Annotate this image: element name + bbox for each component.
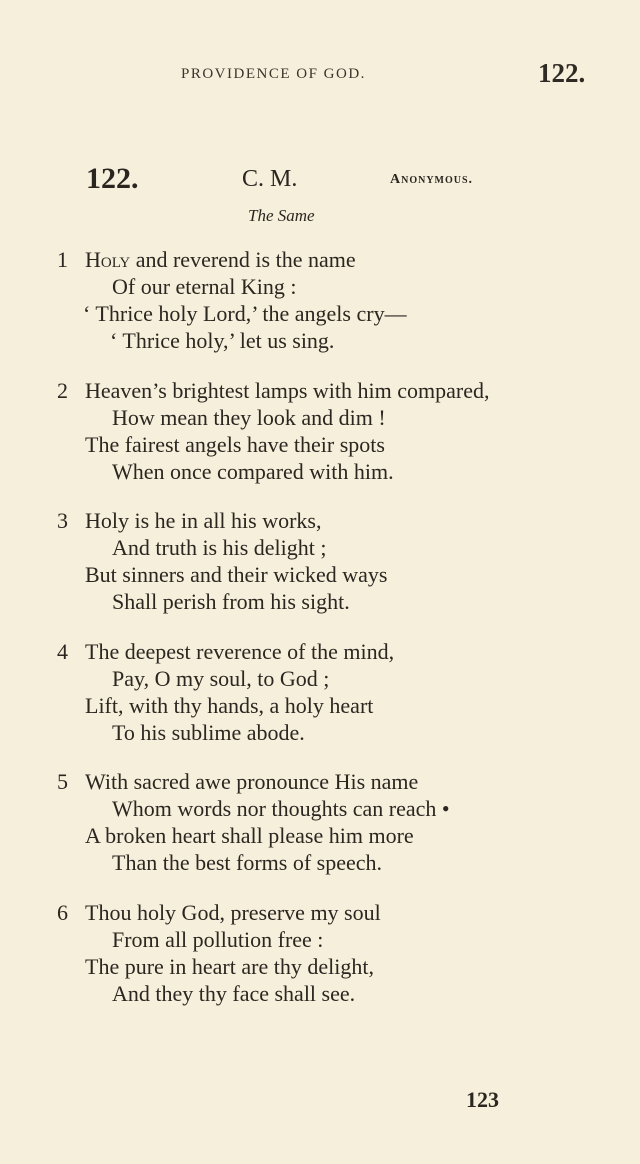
hymn-meter: C. M. (242, 166, 298, 192)
verse-line: Whom words nor thoughts can reach • (112, 796, 450, 821)
verse-line: With sacred awe pronounce His name (85, 769, 419, 794)
verse-line: Of our eternal King : (112, 274, 297, 299)
stanza-number: 4 (57, 638, 68, 664)
stanza-number: 6 (57, 899, 68, 925)
hymn-number: 122. (86, 162, 139, 195)
hymn-subtitle: The Same (248, 206, 315, 225)
verse-line: The deepest reverence of the mind, (85, 638, 395, 664)
verse-line: Pay, O my soul, to God ; (112, 665, 330, 691)
stanza-number: 2 (57, 377, 68, 403)
verse-line: The pure in heart are thy delight, (85, 953, 374, 979)
stanza-number: 3 (57, 508, 68, 533)
verse-line: ‘ Thrice holy,’ let us sing. (110, 328, 335, 353)
stanza-list (0, 246, 640, 1029)
verse-line: How mean they look and dim ! (112, 404, 386, 430)
stanza-number: 5 (57, 769, 68, 794)
stanza (0, 768, 640, 876)
verse-line: And they thy face shall see. (112, 980, 356, 1006)
verse-line: But sinners and their wicked ways (85, 562, 388, 587)
running-head-hymn-number: 122. (538, 58, 586, 88)
stanza (0, 377, 640, 485)
verse-line-rest: and reverend is the name (130, 247, 356, 272)
stanza (0, 507, 640, 615)
hymn-author: Anonymous. (390, 172, 474, 187)
hymn-header (0, 160, 640, 200)
verse-line (85, 246, 356, 273)
stanza (0, 638, 640, 746)
verse-line: Thou holy God, preserve my soul (85, 899, 381, 925)
stanza-number: 1 (57, 247, 68, 272)
verse-line: ‘ Thrice holy Lord,’ the angels cry— (83, 301, 407, 326)
verse-line: When once compared with him. (112, 458, 394, 484)
verse-line: Holy is he in all his works, (85, 508, 322, 533)
verse-line: Shall perish from his sight. (112, 589, 350, 614)
verse-line: From all pollution free : (112, 926, 324, 952)
verse-line: A broken heart shall please him more (85, 823, 414, 848)
stanza (0, 899, 640, 1007)
verse-line: Than the best forms of speech. (112, 850, 383, 875)
verse-line-initial-word: Holy (85, 247, 131, 272)
running-head-title: PROVIDENCE OF GOD. (181, 66, 366, 82)
verse-line: Lift, with thy hands, a holy heart (85, 692, 374, 718)
verse-line: And truth is his delight ; (112, 535, 327, 560)
verse-line: To his sublime abode. (112, 719, 305, 745)
stanza (0, 246, 640, 354)
verse-line: The fairest angels have their spots (85, 431, 385, 457)
page-number: 123 (466, 1087, 499, 1112)
verse-line: Heaven’s brightest lamps with him compared, (85, 377, 490, 403)
